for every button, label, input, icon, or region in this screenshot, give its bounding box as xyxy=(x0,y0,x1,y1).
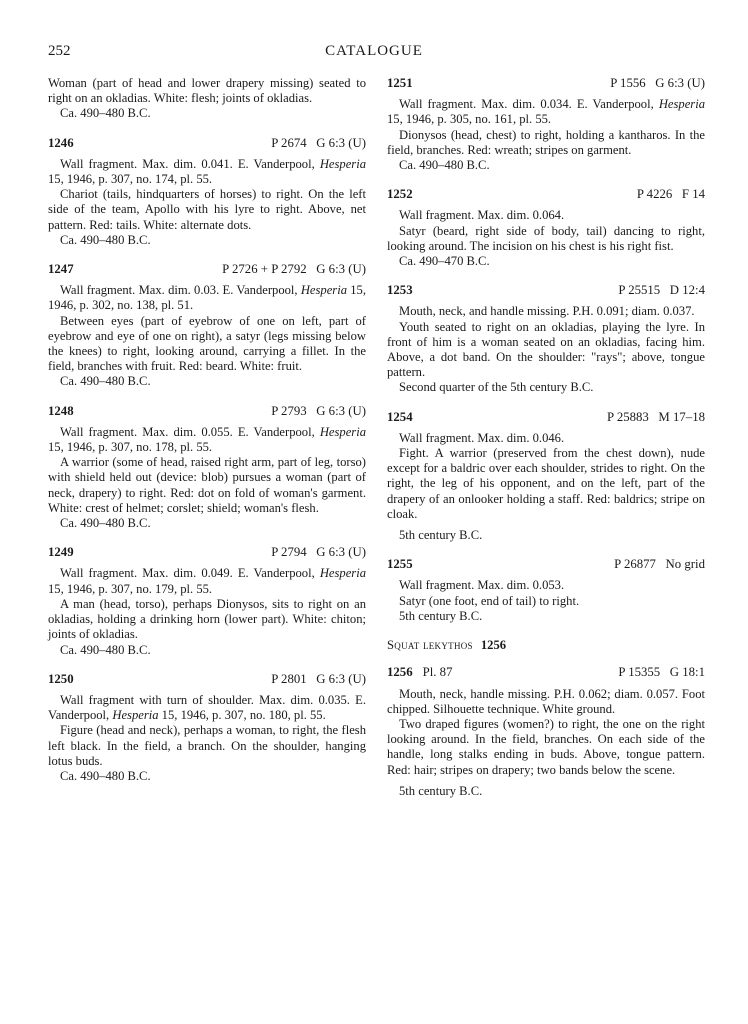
entry-number: 1254 xyxy=(387,409,413,424)
entry-date: Ca. 490–480 B.C. xyxy=(60,232,151,247)
entry-reference: Mouth, neck, and handle missing. P.H. 0.091; diam. 0.037. xyxy=(399,304,695,319)
entry-header xyxy=(387,410,705,425)
entry-reference: Wall fragment. Max. dim. 0.053. xyxy=(399,578,565,593)
entry-description: Dionysos (head, chest) to right, holding a kantharos. In the field, branches. Red: wreath; stripes on garment. xyxy=(387,127,705,157)
entry-header xyxy=(387,76,705,91)
page-number: 252 xyxy=(48,43,71,59)
entry-description: Satyr (one foot, end of tail) to right. xyxy=(399,593,580,608)
inventory-info: P 2793 G 6:3 (U) xyxy=(271,403,366,418)
entry-number: 1256 xyxy=(387,665,413,680)
entry-number: 1253 xyxy=(387,283,413,298)
entry-number: 1248 xyxy=(48,403,74,418)
entry-description: Chariot (tails, hindquarters of horses) to right. On the left side of the team, Apollo with his lyre to right. Above, net pattern. Red: tails. White: alternate dots. xyxy=(48,187,366,232)
entry-date: Ca. 490–480 B.C. xyxy=(60,642,151,657)
entry-description: Two draped figures (women?) to right, the one on the right looking around. In the field, branches. On each side of the handle, long stalks ending in buds. Above, tongue pattern. Red: hair; stripes on drapery; two bands below the scene. xyxy=(387,716,705,777)
entry-date: Ca. 490–470 B.C. xyxy=(399,254,490,269)
entry-1248 xyxy=(48,404,366,532)
entry-description: Youth seated to right on an okladias, playing the lyre. In front of him is a woman seated on an okladias, facing him. Above, a dot band. On the shoulder: "rays"; above, tongue pattern. xyxy=(387,319,705,380)
entry-header xyxy=(48,672,366,687)
section-number: 1256 xyxy=(480,638,507,653)
entry-header xyxy=(48,545,366,560)
entry-date: Ca. 490–480 B.C. xyxy=(60,106,151,121)
plate-reference: Pl. 87 xyxy=(422,665,453,680)
entry-description: Woman (part of head and lower drapery missing) seated to right on an okladias. White: flesh; joints of okladias. xyxy=(48,76,366,106)
entry-date: Ca. 490–480 B.C. xyxy=(60,768,151,783)
entry-reference: Wall fragment. Max. dim. 0.034. E. Vanderpool, Hesperia 15, 1946, p. 305, no. 161, pl. 55. xyxy=(387,97,705,127)
inventory-info: P 25515 D 12:4 xyxy=(618,283,705,298)
entry-date: 5th century B.C. xyxy=(399,608,483,623)
entry-number: 1255 xyxy=(387,557,413,572)
entry-header xyxy=(387,665,705,680)
entry-reference: Mouth, neck, handle missing. P.H. 0.062; diam. 0.057. Foot chipped. Silhouette technique. White ground. xyxy=(387,686,705,716)
entry-description: Figure (head and neck), perhaps a woman, to right, the flesh left black. In the field, a branch. On the shoulder, hanging lotus buds. xyxy=(48,723,366,768)
inventory-info: P 15355 G 18:1 xyxy=(618,665,705,680)
entry-number: 1250 xyxy=(48,671,74,686)
entry-1256 xyxy=(387,665,705,799)
entry-number: 1246 xyxy=(48,135,74,150)
entry-continued xyxy=(48,76,366,122)
entry-date: Second quarter of the 5th century B.C. xyxy=(399,380,594,395)
entry-reference: Wall fragment. Max. dim. 0.055. E. Vanderpool, Hesperia 15, 1946, p. 307, no. 178, pl. 55. xyxy=(48,424,366,455)
entry-1249 xyxy=(48,545,366,657)
right-column xyxy=(387,76,705,813)
entry-reference: Wall fragment. Max. dim. 0.03. E. Vanderpool, Hesperia 15, 1946, p. 302, no. 138, pl. 51. xyxy=(48,283,366,313)
entry-header xyxy=(387,283,705,298)
entry-reference: Wall fragment. Max. dim. 0.049. E. Vanderpool, Hesperia 15, 1946, p. 307, no. 179, pl. 55. xyxy=(48,566,366,596)
entry-header xyxy=(48,404,366,419)
entry-description: Satyr (beard, right side of body, tail) dancing to right, looking around. The incision on his chest is his right fist. xyxy=(387,223,705,253)
inventory-info: P 4226 F 14 xyxy=(636,187,705,202)
left-column xyxy=(48,76,366,798)
inventory-info: P 2726 + P 2792 G 6:3 (U) xyxy=(222,262,366,277)
entry-1251 xyxy=(387,76,705,173)
entry-1255 xyxy=(387,557,705,624)
entry-header xyxy=(387,187,705,202)
inventory-info: P 2794 G 6:3 (U) xyxy=(271,545,366,560)
entry-date: Ca. 490–480 B.C. xyxy=(60,374,151,389)
entry-description: A man (head, torso), perhaps Dionysos, sits to right on an okladias, holding a drinking horn (lower part). White: chiton; joints of okladias. xyxy=(48,596,366,642)
inventory-info: P 2674 G 6:3 (U) xyxy=(271,135,366,150)
inventory-info: P 25883 M 17–18 xyxy=(606,409,705,424)
inventory-info: P 2801 G 6:3 (U) xyxy=(271,671,366,686)
entry-reference: Wall fragment with turn of shoulder. Max. dim. 0.035. E. Vanderpool, Hesperia 15, 1946, p. 307, no. 180, pl. 55. xyxy=(48,692,366,723)
entry-header xyxy=(387,557,705,572)
entry-date: 5th century B.C. xyxy=(399,783,483,798)
section-heading xyxy=(387,638,705,653)
entry-number: 1247 xyxy=(48,262,74,277)
entry-reference: Wall fragment. Max. dim. 0.046. xyxy=(399,430,565,445)
entry-date: Ca. 490–480 B.C. xyxy=(60,516,151,531)
entry-1253 xyxy=(387,283,705,395)
entry-reference: Wall fragment. Max. dim. 0.041. E. Vanderpool, Hesperia 15, 1946, p. 307, no. 174, pl. 55. xyxy=(48,156,366,187)
entry-1254 xyxy=(387,410,705,544)
entry-description: A warrior (some of head, raised right arm, part of leg, torso) with shield held out (device: blob) pursues a woman (part of neck, drapery) to right. Red: dot on fold of woman's garment. White: crest of helmet; corslet; shield; woman's flesh. xyxy=(48,455,366,515)
entry-header xyxy=(48,136,366,151)
inventory-info: P 26877 No grid xyxy=(614,557,705,572)
entry-reference: Wall fragment. Max. dim. 0.064. xyxy=(399,208,565,223)
entry-description: Between eyes (part of eyebrow of one on left, part of eyebrow and eye of one on right), a satyr (legs missing below the knees) to right, looking around, carrying a fillet. In the field, branches with fruit. Red: beard. White: fruit. xyxy=(48,313,366,374)
entry-number: 1252 xyxy=(387,187,413,202)
entry-number: 1251 xyxy=(387,76,413,90)
entry-1247 xyxy=(48,262,366,390)
entry-1252 xyxy=(387,187,705,269)
entry-number: 1249 xyxy=(48,545,74,560)
entry-1246 xyxy=(48,136,366,248)
inventory-info: P 1556 G 6:3 (U) xyxy=(610,76,705,90)
section-title: Squat lekythos xyxy=(387,638,473,653)
entry-description: Fight. A warrior (preserved from the chest down), nude except for a baldric over each shoulder, strides to right. On the right, the leg of his opponent, and on the left, part of the drapery of an onlooker holding a staff. Red: baldrics; stripe on cloak. xyxy=(387,446,705,521)
entry-1250 xyxy=(48,672,366,784)
entry-date: 5th century B.C. xyxy=(399,528,483,543)
entry-header xyxy=(48,262,366,277)
entry-date: Ca. 490–480 B.C. xyxy=(399,158,490,173)
running-head: CATALOGUE xyxy=(325,43,423,59)
